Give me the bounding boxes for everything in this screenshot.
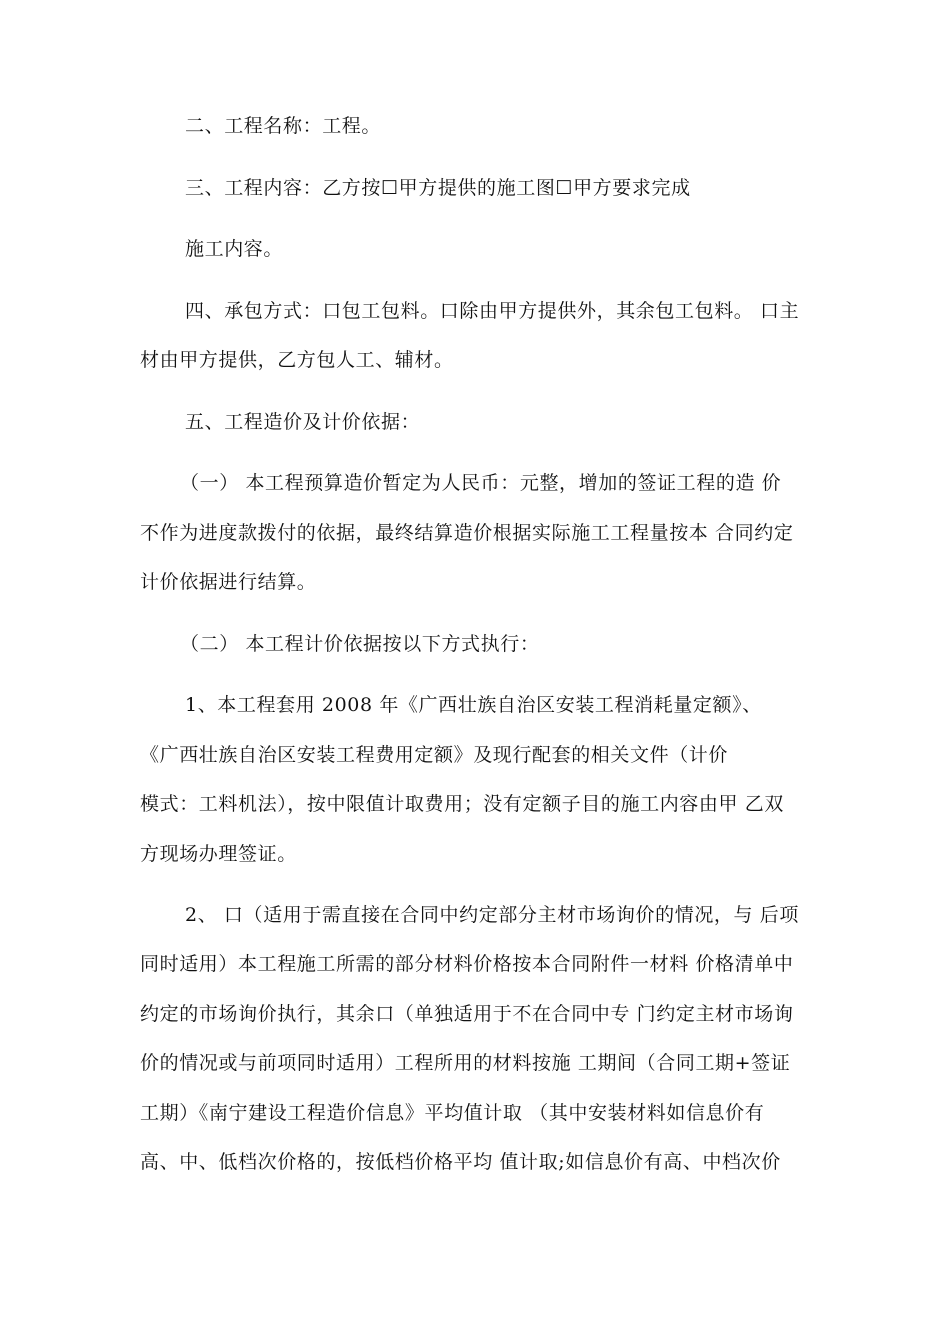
item-1-line-4: 方现场办理签证。 [140,843,297,865]
section-2-project-name: 二、工程名称：工程。 [185,115,382,137]
section-5-heading: 五、工程造价及计价依据： [185,411,421,433]
item-1-line-3: 模式：工料机法），按中限值计取费用；没有定额子目的施工内容由甲 乙双 [140,793,784,815]
section-3-project-content: 三、工程内容：乙方按☐甲方提供的施工图☐甲方要求完成 [185,177,691,199]
clause-5-1-line-1: （一） 本工程预算造价暂定为人民币：元整，增加的签证工程的造 价 [180,472,782,494]
clause-5-1-line-2: 不作为进度款拨付的依据，最终结算造价根据实际施工工程量按本 合同约定 [140,522,794,544]
clause-5-2-heading: （二） 本工程计价依据按以下方式执行： [180,633,540,655]
item-2-line-2: 同时适用）本工程施工所需的部分材料价格按本合同附件一材料 价格清单中 [140,953,794,975]
item-2-line-1: 2、 口（适用于需直接在合同中约定部分主材市场询价的情况，与 后项 [185,904,799,926]
section-3-continuation: 施工内容。 [185,238,284,260]
item-1-line-1: 1、本工程套用 2008 年《广西壮族自治区安装工程消耗量定额》、 [185,694,762,716]
item-2-line-6: 高、中、低档次价格的，按低档价格平均 值计取;如信息价有高、中档次价 [140,1151,781,1173]
item-1-line-2: 《广西壮族自治区安装工程费用定额》及现行配套的相关文件（计价 [140,744,729,766]
item-2-line-3: 约定的市场询价执行，其余口（单独适用于不在合同中专 门约定主材市场询 [140,1003,794,1025]
item-2-line-4: 价的情况或与前项同时适用）工程所用的材料按施 工期间（合同工期+签证 [140,1052,791,1074]
section-4-contract-method: 四、承包方式：口包工包料。口除由甲方提供外，其余包工包料。 口主 [185,300,800,322]
section-4-continuation: 材由甲方提供，乙方包人工、辅材。 [140,349,454,371]
clause-5-1-line-3: 计价依据进行结算。 [140,571,317,593]
item-2-line-5: 工期）《南宁建设工程造价信息》平均值计取 （其中安装材料如信息价有 [140,1102,765,1124]
